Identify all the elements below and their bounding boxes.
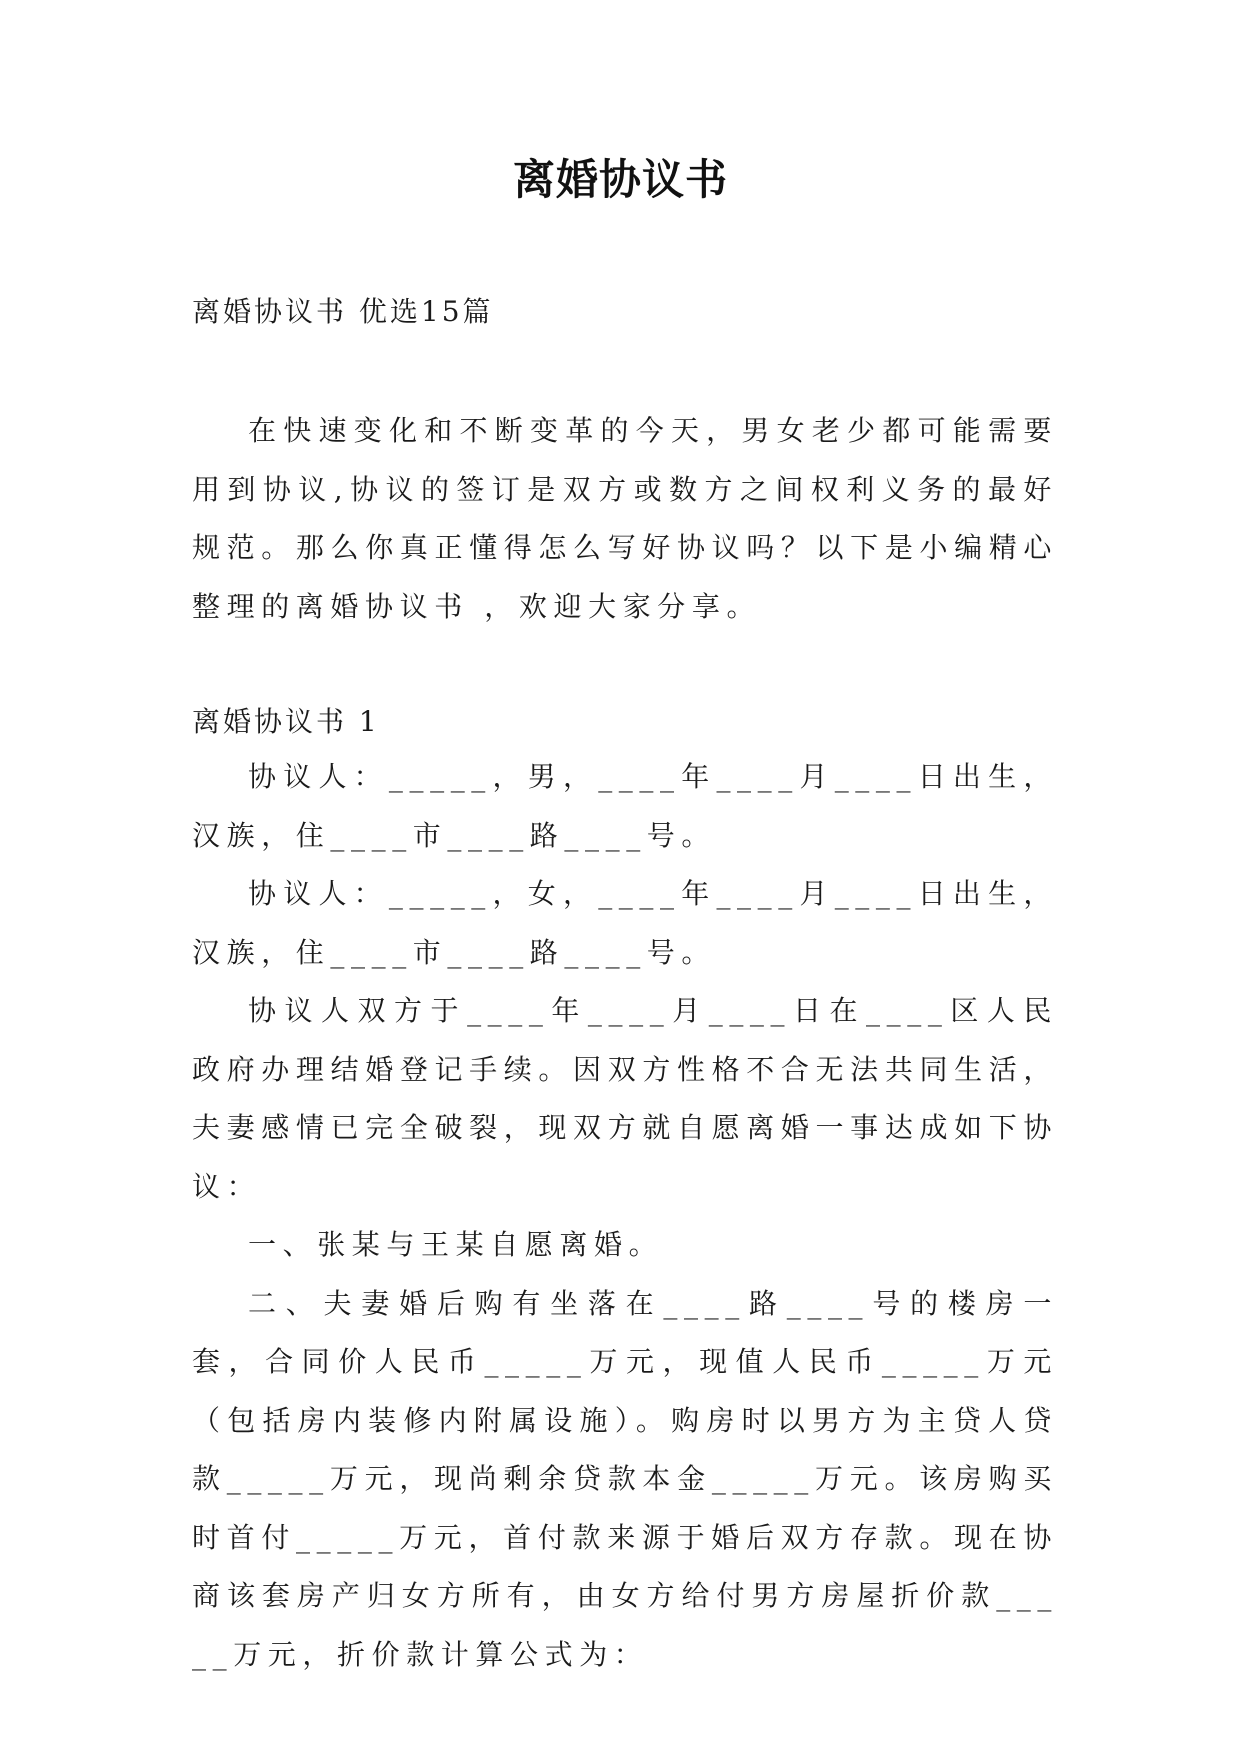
section-heading: 离婚协议书 1 xyxy=(192,705,380,738)
intro-paragraph: 在快速变化和不断变革的今天，男女老少都可能需要用到协议,协议的签订是双方或数方之间权利义务的最好规范。那么你真正懂得怎么写好协议吗？以下是小编精心整理的离婚协议书 ，欢迎大家分享。 xyxy=(192,414,1058,623)
document-subtitle: 离婚协议书 优选15篇 xyxy=(192,295,494,328)
clause-one-paragraph: 一、张某与王某自愿离婚。 xyxy=(248,1228,664,1261)
party-female-paragraph: 协议人：_____，女，____年____月____日出生，汉族，住____市____路____号。 xyxy=(192,877,1058,969)
marriage-registration-paragraph: 协议人双方于____年____月____日在____区人民政府办理结婚登记手续。因双方性格不合无法共同生活，夫妻感情已完全破裂，现双方就自愿离婚一事达成如下协议： xyxy=(192,994,1058,1203)
document-title: 离婚协议书 xyxy=(512,155,728,204)
agreement-body xyxy=(192,748,1058,1684)
clause-two-paragraph: 二、夫妻婚后购有坐落在____路____号的楼房一套，合同价人民币_____万元，现值人民币_____万元（包括房内装修内附属设施）。购房时以男方为主贷人贷款_____万元，现尚剩余贷款本金_____万元。该房购买时首付_____万元，首付款来源于婚后双方存款。现在协商该套房产归女方所有，由女方给付男方房屋折价款_____万元，折价款计算公式为： xyxy=(192,1286,1058,1671)
party-male-paragraph: 协议人：_____，男，____年____月____日出生，汉族，住____市____路____号。 xyxy=(192,760,1058,852)
intro-block xyxy=(192,402,1058,636)
